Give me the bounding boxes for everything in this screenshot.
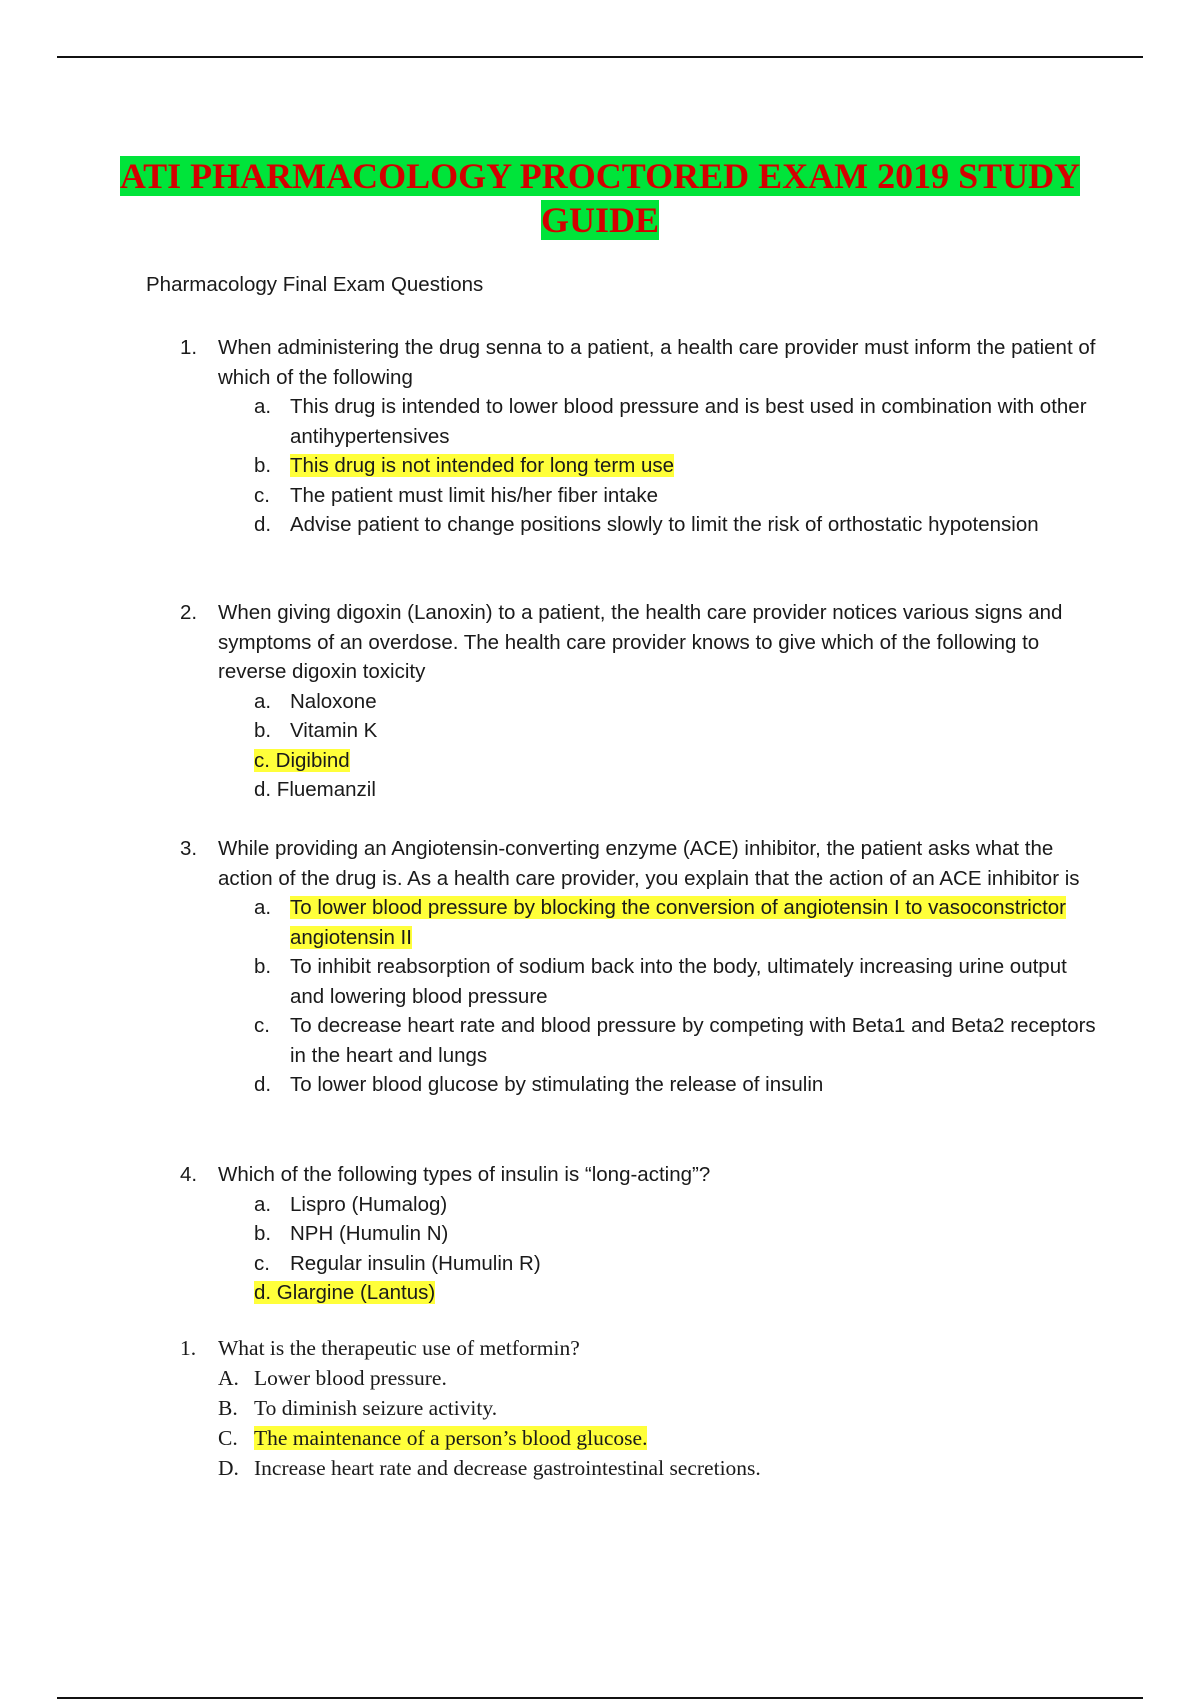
option-text: Naloxone [290, 689, 377, 713]
option-text: To lower blood glucose by stimulating the release of insulin [290, 1073, 824, 1096]
option-b [180, 952, 1100, 1011]
option-a [180, 687, 1100, 717]
question-number: 4. [180, 1163, 198, 1186]
option-d [180, 1453, 1100, 1483]
option-text: NPH (Humulin N) [290, 1222, 449, 1245]
top-rule [57, 56, 1143, 58]
option-text: Lower blood pressure. [254, 1366, 447, 1390]
option-text-highlighted: c. Digibind [254, 748, 350, 772]
option-letter: b. [254, 454, 272, 477]
option-c [180, 1011, 1100, 1070]
question-number: 3. [180, 837, 198, 860]
question-number: 1. [180, 1336, 197, 1360]
option-letter: D. [218, 1456, 239, 1480]
option-d-correct [180, 1278, 1100, 1308]
option-text: d. Fluemanzil [254, 778, 376, 801]
option-b-correct [180, 451, 1100, 481]
title-line-2: GUIDE [540, 200, 660, 240]
option-a [180, 1363, 1100, 1393]
option-text: This drug is intended to lower blood pressure and is best used in combination with other antihypertensives [290, 395, 1087, 448]
option-letter: b. [254, 719, 272, 742]
option-b [180, 1393, 1100, 1423]
document-title [70, 154, 1130, 242]
option-text: To diminish seizure activity. [254, 1396, 498, 1420]
subtitle: Pharmacology Final Exam Questions [146, 273, 484, 296]
option-text: Increase heart rate and decrease gastrointestinal secretions. [254, 1456, 761, 1480]
title-line-1: ATI PHARMACOLOGY PROCTORED EXAM 2019 STUDY [119, 156, 1081, 196]
option-text-highlighted: This drug is not intended for long term use [290, 454, 675, 477]
option-text: To decrease heart rate and blood pressure by competing with Beta1 and Beta2 receptors in the heart and lungs [290, 1014, 1096, 1067]
option-text-highlighted: The maintenance of a person’s blood glucose. [254, 1426, 648, 1450]
option-text-highlighted: d. Glargine (Lantus) [254, 1281, 436, 1304]
option-letter: a. [254, 689, 272, 713]
bottom-rule [57, 1697, 1143, 1699]
option-letter: d. [254, 1073, 272, 1096]
option-c-correct [180, 746, 1100, 776]
option-letter: a. [254, 1192, 272, 1216]
option-list [180, 392, 1100, 540]
option-c [180, 481, 1100, 511]
question-2 [180, 598, 1100, 805]
question-stem [180, 1333, 1100, 1363]
question-text: Which of the following types of insulin is “long-acting”? [218, 1163, 711, 1186]
option-list [180, 1363, 1100, 1483]
question-stem [180, 1160, 1100, 1190]
option-letter: C. [218, 1426, 238, 1450]
option-letter: c. [254, 1014, 270, 1037]
question-text: When administering the drug senna to a patient, a health care provider must inform the patient of which of the following [218, 336, 1096, 389]
option-letter: b. [254, 955, 272, 978]
option-a [180, 1190, 1100, 1220]
question-4 [180, 1160, 1100, 1308]
option-letter: B. [218, 1396, 238, 1420]
option-text: To inhibit reabsorption of sodium back into the body, ultimately increasing urine output and lowering blood pressure [290, 955, 1067, 1008]
option-text: Regular insulin (Humulin R) [290, 1251, 541, 1275]
option-list [180, 893, 1100, 1100]
option-c-correct [180, 1423, 1100, 1453]
option-list [180, 1190, 1100, 1308]
option-letter: A. [218, 1366, 239, 1390]
option-c [180, 1249, 1100, 1279]
option-letter: d. [254, 513, 272, 536]
question-stem [180, 598, 1100, 687]
question-stem [180, 333, 1100, 392]
question-stem [180, 834, 1100, 893]
option-letter: b. [254, 1222, 272, 1245]
option-text: Advise patient to change positions slowly to limit the risk of orthostatic hypotension [290, 513, 1039, 536]
question-text: While providing an Angiotensin-converting enzyme (ACE) inhibitor, the patient asks what the action of the drug is. As a health care provider, you explain that the action of an ACE inhibitor is [218, 837, 1080, 890]
option-letter: c. [254, 1251, 270, 1275]
option-list [180, 687, 1100, 805]
option-text: The patient must limit his/her fiber intake [290, 483, 659, 507]
option-letter: c. [254, 483, 270, 507]
question-number: 2. [180, 601, 198, 624]
option-b [180, 716, 1100, 746]
question-5 [180, 1333, 1100, 1483]
option-a [180, 392, 1100, 451]
option-a-correct [180, 893, 1100, 952]
option-text: Vitamin K [290, 719, 378, 742]
option-letter: a. [254, 896, 272, 919]
option-d [180, 510, 1100, 540]
option-d [180, 1070, 1100, 1100]
option-letter: a. [254, 395, 272, 418]
option-text-highlighted: To lower blood pressure by blocking the conversion of angiotensin I to vasoconstrictor angiotensin II [290, 896, 1067, 949]
option-d [180, 775, 1100, 805]
option-b [180, 1219, 1100, 1249]
question-number: 1. [180, 336, 198, 359]
question-text: What is the therapeutic use of metformin? [218, 1336, 580, 1360]
question-3 [180, 834, 1100, 1100]
option-text: Lispro (Humalog) [290, 1192, 448, 1216]
question-text: When giving digoxin (Lanoxin) to a patient, the health care provider notices various signs and symptoms of an overdose. The health care provider knows to give which of the following to reverse digoxin toxicity [218, 601, 1063, 683]
question-1 [180, 333, 1100, 540]
